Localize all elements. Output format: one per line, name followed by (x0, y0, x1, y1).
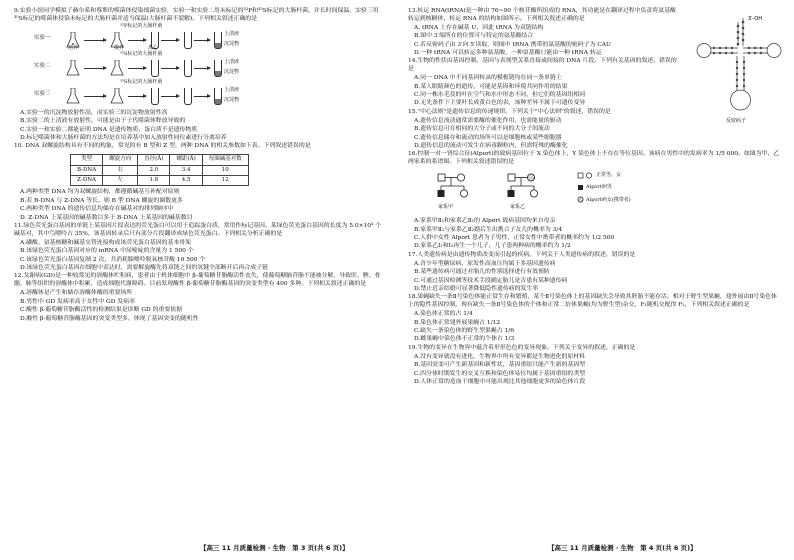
tube-icon (184, 32, 192, 49)
q12-option-d: D.酸性 β-葡萄糖苷脂酶基因的突变类型多，体现了基因突变的随机性 (20, 315, 199, 322)
tube-icon (184, 60, 192, 77)
table-row (71, 176, 249, 186)
arrow (128, 40, 146, 41)
q9-option-a: A.实验一的沉淀物放射性高，而实验三的沉淀物放射性高 (20, 109, 168, 116)
q9-option-c: C.实验一和实验二都能证明 DNA 是遗传物质，蛋白质不是遗传物质 (20, 126, 198, 133)
q14-stem: 14.生物的性状由基因控制，基因与表现型关系直接或间接的 DNA 片段。下列有关基因的叙述，错误的是 (408, 58, 677, 73)
step-stir: 搅拌 (114, 44, 125, 51)
q15-option-a: A.遗传信息流动通常需要酶的催化作用，也需能量的驱动 (414, 117, 562, 124)
table-cell: 2.0 (138, 165, 170, 175)
q15-option-d: D.遗传信息的流动可发生在病毒颗粒内，但需特殊的酶催化 (414, 143, 568, 149)
exp2-note: ³⁵S标记的大肠杆菌 (120, 50, 163, 57)
exp1-note: ³²P标记的大肠杆菌 (120, 22, 163, 29)
table-cell: 左 (103, 176, 138, 186)
q19-option-c: C.四分体时期发生的交叉互换和染色体易位均属于基因重组的类型 (414, 370, 586, 377)
arrow (84, 68, 106, 69)
legend-normal: 正常男、女 (596, 172, 622, 179)
flask-icon (110, 88, 124, 104)
right-page-footer: 【高三 11 月质量检测 · 生物 第 4 页(共 6 页)】 (548, 544, 697, 552)
q9-experiment-diagram (34, 22, 386, 107)
q17-stem: 17.人类遗传病是由遗传物质改变而引起的疾病。下列关于人类遗传病的叙述，错误的是 (408, 251, 636, 258)
arrow (194, 96, 210, 97)
left-page-footer: 【高三 11 月质量检测 · 生物 第 3 页(共 6 页)】 (200, 544, 349, 552)
arrow (194, 40, 210, 41)
table-cell: 12 (202, 176, 248, 186)
exp-row-1 (34, 22, 334, 51)
table-cell: B-DNA (71, 165, 103, 175)
table-cell: Z-DNA (71, 176, 103, 186)
q18-option-c: C.缺失一条染色体的野生型果蝇占 1/6 (414, 328, 514, 334)
q9-stem: 9.实验小组同学模拟了赫尔希和蔡斯的噬菌体侵染细菌实验，实验一和实验二用未标记的³²P和³⁵S标记的大肠杆菌，并长时间保温，实验三用³⁵S标记的噬菌体侵染未标记的大肠杆菌并适当保温(大肠杆菌不裂解)。下列相关叙述正确的是 (14, 8, 379, 22)
q16-option-a: A.家系甲Ⅱ₁和家系乙Ⅱ₁的 Alport 致病基因均来自母亲 (414, 218, 556, 225)
q11-stem: 11.绿色荧光蛋白基因的单链上某基因片段表达的荧光蛋白可以用于追踪蛋白质，常用作标记基因。某绿色荧光蛋白基因的长度为 5.0×10³ 个碱基对，其中鸟嘌呤占 35%，该基因转录后只有部分片段翻译成绿色荧光蛋白。下列相关分析正确的是 (14, 223, 382, 237)
q17-option-b: B.某些遗传病可通过对胎儿的性别选择进行有效预防 (414, 269, 550, 276)
q13-option-a: A. tRNA 上存在碱基 U，因此 tRNA 为双链结构 (414, 24, 544, 31)
q9-option-d: D.标记噬菌体和大肠杆菌的方法均是在培养基中加入放射性同位素进行分离培养 (20, 135, 227, 142)
arrow (128, 68, 146, 69)
pedigree-diagram (428, 170, 780, 216)
table-row (71, 165, 249, 175)
pedigree-chart (428, 170, 658, 210)
table-header: 螺距(Å) (170, 155, 202, 165)
exp1-label: 实验一 (34, 34, 51, 41)
q14-option-c: C.同一株水毛茛的叶在空气和水中形态不同，但它们的基因组相同 (414, 92, 586, 99)
pellet-label: 沉淀物 (224, 40, 240, 47)
arrow (161, 96, 179, 97)
supernatant-label: 上清液 (224, 86, 240, 93)
table-cell: 4.5 (170, 176, 202, 186)
legend-carrier: Alport病女(携带者) (586, 197, 631, 204)
exp-row-3 (34, 78, 334, 105)
supernatant-label: 上清液 (224, 58, 240, 65)
q16-stem: 16.控制一对一肾综合征(Alport)的致病基因位于 X 染色体上，Y 染色体上不存在等位基因。该病在男性中的发病率为 1/5 000。如图为甲、乙两家系的系谱图。下列相关叙述错误的是 (408, 151, 780, 166)
anticodon-label: 反密码子 (726, 118, 747, 124)
exp2-label: 实验二 (34, 62, 51, 69)
q13-stem: 13.转运 RNA(tRNA)是一种由 76~90 个核苷酸所组成的 RNA，其功能是在翻译过程中负责将氨基酸转运到核糖体，转运 RNA 的结构如图所示。下列相关叙述正确的是 (408, 8, 676, 22)
q17-option-a: A.青少年型糖尿病、原发性高血压均属于多基因遗传病 (414, 260, 556, 267)
q19-stem: 19.生物的变异在生物界中蕴含着形形色色的变异现象。下列关于变异的叙述，正确的是 (408, 344, 636, 351)
tube-icon (151, 88, 159, 105)
q11-option-b: B.该绿色荧光蛋白基因对应的 mRNA 中尿嘧啶的含量为 1 500 个 (20, 248, 194, 255)
q16-option-d: D.家系乙Ⅰ₁和Ⅰ₂再生一个儿子，儿子患两种病的概率约为 1/2 (414, 243, 571, 250)
tube-icon (214, 60, 222, 77)
q9-option-b: B.实验二的上清液有放射性，可能是由于子代噬菌体释放导致的 (20, 118, 186, 125)
pellet-label: 沉淀物 (224, 68, 240, 75)
tube-icon (214, 88, 222, 105)
table-header: 直径(Å) (138, 155, 170, 165)
table-cell: 右 (103, 165, 138, 175)
q14-option-d: D.无先条件下主要叶长成黄白色的表，该种差异不属于可遗传变异 (414, 100, 586, 107)
q10-option-d: D. Z-DNA 上某基因的碱基数目多于 B-DNA 上某基因的碱基数目 (20, 214, 193, 221)
supernatant-label: 上清液 (224, 30, 240, 37)
legend-affected: Alport病男 (586, 184, 612, 191)
q18-option-b: B.染色体正常翅外展果蝇占 1/12 (414, 319, 501, 326)
flask-icon (110, 60, 124, 76)
q16-option-b: B.家系甲Ⅱ₂与家系乙Ⅱ₂婚后生出携合子女儿的概率为 3/4 (414, 226, 563, 233)
q17-option-d: D.禁止近亲结婚可显著降低隐性遗传病的发生率 (414, 285, 539, 292)
arrow (161, 40, 179, 41)
dna-parameter-table (70, 154, 249, 186)
table-header: 类型 (71, 155, 103, 165)
q13-option-b: B.图中 3′端所在的位置可与特定的氨基酸结合 (414, 33, 534, 40)
table-header: 每圈碱基对数 (202, 155, 248, 165)
q13-option-c: C.若反密码子由 3′向 5′读取，则图中 tRNA 携带的氨基酸的密码子为 CAU (414, 41, 612, 48)
q15-option-b: B.遗传信息可在相同的大分子或不同的大分子间流动 (414, 126, 550, 133)
q19-option-a: A.没有变异就没有进化，生物界中所有变异都是生物进化的原材料 (414, 353, 586, 360)
q14-option-b: B.某人眼睛颜色的遗传，可能是基因和环境共同作用的结果 (414, 83, 568, 90)
arrow (84, 96, 106, 97)
flask-icon (66, 60, 80, 76)
q11-option-a: A.磷酸、氨基核糖和碱基交替连接构成该荧光蛋白基因的基本骨架 (20, 239, 192, 246)
arrow (194, 68, 210, 69)
q18-option-a: A.染色体正常的占 1/4 (414, 311, 473, 318)
q10-stem: 10. DNA 双螺旋结构具有不同的构象，常见的有 B 型和 Z 型，两种 DNA 的相关参数如下表。下列叙述错误的是 (14, 143, 311, 150)
trna-3prime-label: 3′-OH (748, 16, 762, 22)
q11-option-d: D.该绿色荧光蛋白基因在细胞中表达时，需要解旋酶先将双链之间的氢键全部断开后再合成子链 (20, 265, 268, 272)
q19-option-b: B.基因突变可产生新基因和新性状，基因重组只能产生新的基因型 (414, 362, 586, 369)
exp-row-2 (34, 50, 334, 77)
q14-option-a: A.同一 DNA 中不同基因转录的模板链均在同一条单链上 (414, 75, 562, 82)
arrow (161, 68, 179, 69)
q19-option-d: D.人体正常的造血干细胞中可能出现比其他细胞更多的染色体片段 (414, 378, 586, 385)
pellet-label: 沉淀物 (224, 96, 240, 103)
q10-option-c: C.两种类型 DNA 的遗传信息均储存在碱基对的排列顺序中 (20, 206, 174, 213)
q12-option-b: B.男性中 GD 发病率高于女性中 GD 发病率 (20, 298, 136, 305)
q11-option-c: C.该绿色荧光蛋白基因复制 2 次，共消耗腺嘌呤脱氧核苷酸 10 500 个 (20, 256, 206, 263)
table-cell: 1.8 (138, 176, 170, 186)
table-header: 螺旋方向 (103, 155, 138, 165)
exp3-note: ³⁵S标记的大肠杆菌 (120, 78, 163, 85)
step-culture: 培养 (68, 44, 79, 51)
q12-stem: 12.戈谢病(GD)是一种较常见的溶酶体贮积病，患者由于机体细胞中 β-葡萄糖苷脂酶活性丧失，使葡萄糖脑苷脂不能被分解，导致肝、脾、骨髓、肺等组织的溶酶体中积累，造成细胞代谢障碍。目前发现酶性 β-葡萄糖苷脂酶基因的突变类型有 400 多种。下列相关叙述正确的是 (14, 273, 381, 288)
exp3-label: 实验三 (34, 90, 51, 97)
left-page (14, 8, 386, 324)
tube-icon (151, 60, 159, 77)
q12-option-c: C.酸性 β-葡萄糖苷脂酶活性的检测结果是诊断 GD 的重要依据 (20, 307, 183, 314)
pedigree-caption-b: 家系乙 (510, 204, 526, 211)
table-cell: 3.4 (170, 165, 202, 175)
q15-option-c: C.遗传信息储存和流动的场所可以是细胞核或某些细胞器 (414, 134, 562, 141)
q12-option-a: A.溶酶体是产生和储存溶酶体酶的重要场所 (20, 290, 133, 297)
q18-stem: 18.果蝇缺失一条Ⅱ号染色体能正常生存和繁殖，某个Ⅱ号染色体上的基因缺失会导致其胚胎不能存活。相对于野生型果蝇，翅外展由Ⅱ号染色体上的隐性基因控制。现有缺失一条Ⅱ号染色体的个体和正常二倍体果蝇(均为野生型)杂交，F₁随机交配得 F₂，下列相关叙述正确的是 (408, 294, 777, 309)
flask-icon (66, 88, 80, 104)
pedigree-caption-a: 家系甲 (438, 204, 454, 211)
step-centrifuge: 离心 (148, 44, 159, 51)
q17-option-c: C.可通过基因检测等技术手段确定胎儿是否患有某种遗传病 (414, 277, 568, 284)
table-cell: 10 (202, 165, 248, 175)
q10-option-b: B.若 B-DNA 与 Z-DNA 等长，则 B 型 DNA 螺旋的圈数更多 (20, 197, 183, 204)
tube-icon (214, 32, 222, 49)
trna-structure-figure (688, 12, 788, 130)
tube-icon (184, 88, 192, 105)
q10-option-a: A.两种类型 DNA 均为双螺旋结构，都遵循碱基互补配对原则 (20, 189, 180, 196)
q13-option-d: D.一种 tRNA 可以转运多种氨基酸，一种氨基酸只能由一种 tRNA 转运 (414, 50, 602, 57)
arrow (128, 96, 146, 97)
q15-stem: 15."中心法则"是遗传信息的传递规律。下列关于"中心法则"的叙述，错误的是 (408, 108, 611, 115)
q18-option-d: D.雌果蝇中染色体不正常的个体占 1/3 (414, 336, 515, 343)
q16-option-c: C.人群中女性 Alport 患者为子男性，正常女性中携带者的概率约为 1/2 500 (414, 235, 615, 242)
arrow (84, 40, 106, 41)
q13-text-block (408, 8, 678, 108)
